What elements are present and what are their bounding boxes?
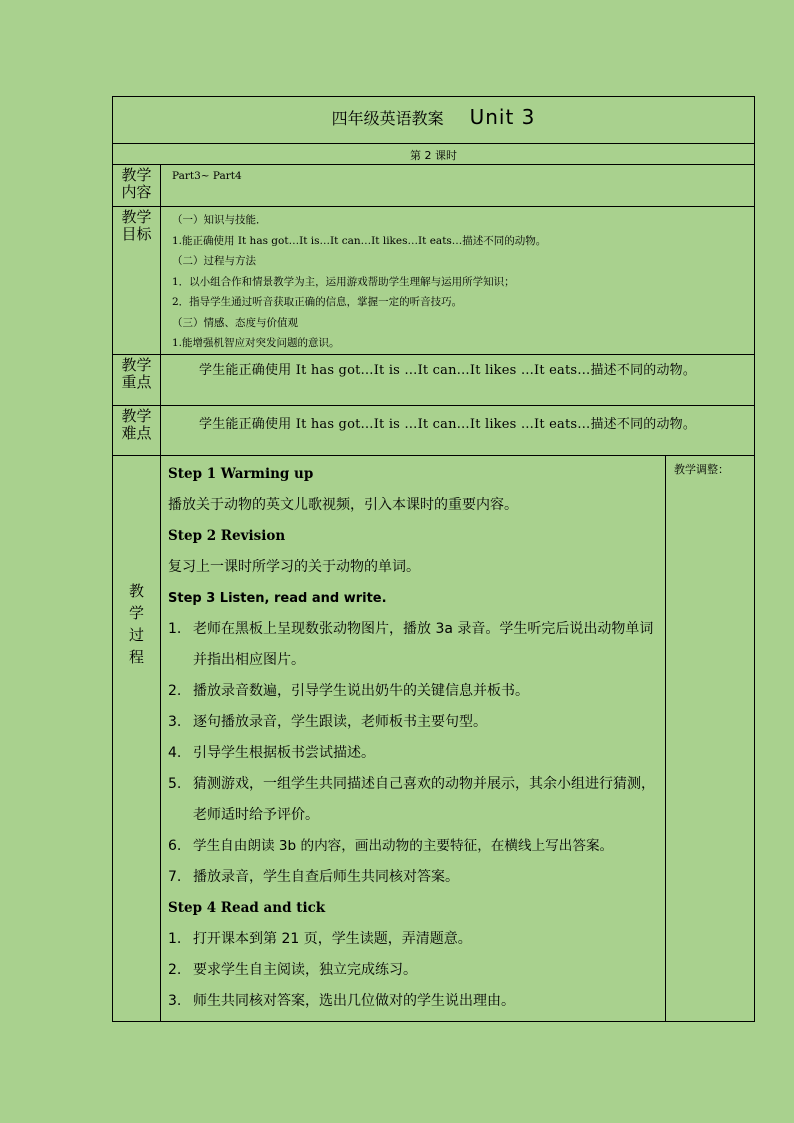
objectives-row <box>113 207 754 355</box>
item-text: 播放录音，学生自查后师生共同核对答案。 <box>193 869 459 885</box>
step-1-text: 播放关于动物的英文儿歌视频，引入本课时的重要内容。 <box>168 497 518 513</box>
title-text: 四年级英语教案 <box>331 109 444 128</box>
step-4-list <box>168 924 665 1017</box>
list-item <box>168 955 665 986</box>
objectives-label: 教学 目标 <box>113 207 161 354</box>
item-text: 老师在黑板上呈现数张动物图片，播放 3a 录音。学生听完后说出动物单词并指出相应图片。 <box>193 621 654 668</box>
item-number: 1. <box>168 621 182 637</box>
objective-line: 1．以小组合作和情景教学为主，运用游戏帮助学生理解与运用所学知识； <box>172 275 515 288</box>
list-item <box>168 986 665 1017</box>
page-title <box>113 105 754 129</box>
objective-line: 1.能正确使用 It has got…It is…It can…It likes…It eats…描述不同的动物。 <box>172 234 547 247</box>
list-item <box>168 831 665 862</box>
title-row <box>113 97 754 144</box>
difficulty-row <box>113 406 754 456</box>
focus-label: 教学 重点 <box>113 355 161 405</box>
process-content <box>161 456 666 1021</box>
objective-line: 2．指导学生通过听音获取正确的信息，掌握一定的听音技巧。 <box>172 296 463 308</box>
item-number: 4. <box>168 745 182 761</box>
difficulty-label: 教学 难点 <box>113 406 161 455</box>
lesson-number: 第 2 课时 <box>410 149 457 162</box>
item-number: 3. <box>168 993 182 1009</box>
list-item <box>168 676 665 707</box>
item-text: 引导学生根据板书尝试描述。 <box>193 745 375 761</box>
unit-text: Unit 3 <box>469 105 536 129</box>
content-text: Part3~ Part4 <box>172 170 242 182</box>
step-2-title: Step 2 Revision <box>168 528 286 544</box>
item-number: 2. <box>168 683 182 699</box>
list-item <box>168 614 665 676</box>
item-text: 播放录音数遍，引导学生说出奶牛的关键信息并板书。 <box>193 683 529 699</box>
objective-line: （三）情感、态度与价值观 <box>172 316 298 329</box>
process-label-text: 教 学 过 程 <box>128 582 144 666</box>
objective-line: （一）知识与技能． <box>172 214 267 226</box>
item-number: 2. <box>168 962 182 978</box>
list-item <box>168 707 665 738</box>
list-item <box>168 738 665 769</box>
step-2-text: 复习上一课时所学习的关于动物的单词。 <box>168 559 420 575</box>
item-text: 要求学生自主阅读，独立完成练习。 <box>193 962 417 978</box>
item-number: 3. <box>168 714 182 730</box>
focus-row <box>113 355 754 406</box>
objective-line: （二）过程与方法 <box>172 255 256 267</box>
list-item <box>168 769 665 831</box>
step-3-list <box>168 614 665 893</box>
step-4-title: Step 4 Read and tick <box>168 900 326 916</box>
step-3-title: Step 3 Listen, read and write. <box>168 591 387 606</box>
list-item <box>168 862 665 893</box>
lesson-row <box>113 144 754 165</box>
process-label <box>113 456 161 1021</box>
lesson-plan-table <box>112 96 755 1022</box>
item-text: 逐句播放录音，学生跟读，老师板书主要句型。 <box>193 714 487 730</box>
focus-text: 学生能正确使用 It has got…It is …It can…It likes …It eats…描述不同的动物。 <box>199 363 697 378</box>
item-text: 师生共同核对答案，选出几位做对的学生说出理由。 <box>193 993 515 1009</box>
list-item <box>168 924 665 955</box>
content-label: 教学 内容 <box>113 165 161 206</box>
objective-line: 1.能增强机智应对突发问题的意识。 <box>172 337 340 349</box>
item-text: 猜测游戏，一组学生共同描述自己喜欢的动物并展示，其余小组进行猜测，老师适时给予评价。 <box>193 776 655 823</box>
item-text: 学生自由朗读 3b 的内容，画出动物的主要特征，在横线上写出答案。 <box>193 838 614 854</box>
item-number: 6. <box>168 838 182 854</box>
content-row <box>113 165 754 207</box>
process-row <box>113 456 754 1021</box>
item-number: 5. <box>168 776 182 792</box>
item-text: 打开课本到第 21 页，学生读题，弄清题意。 <box>193 931 472 947</box>
item-number: 1. <box>168 931 182 947</box>
difficulty-text: 学生能正确使用 It has got…It is …It can…It likes …It eats…描述不同的动物。 <box>199 417 697 432</box>
adjustment-label: 教学调整： <box>674 463 729 476</box>
step-1-title: Step 1 Warming up <box>168 466 314 482</box>
item-number: 7. <box>168 869 182 885</box>
objectives-content <box>161 207 754 354</box>
